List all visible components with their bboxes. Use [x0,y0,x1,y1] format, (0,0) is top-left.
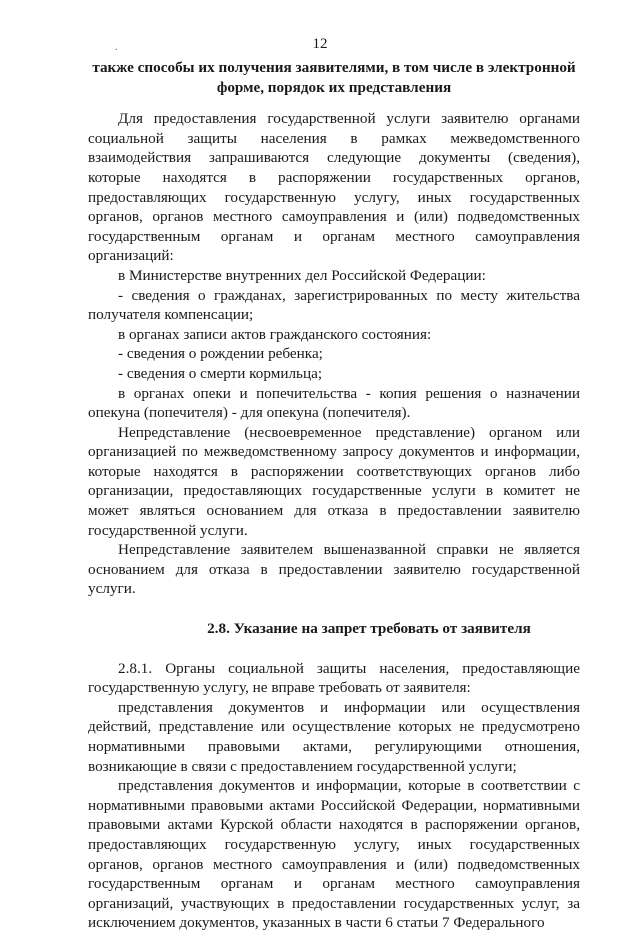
paragraph: в органах опеки и попечительства - копия решения о назначении опекуна (попечителя) - для опекуна (попечителя). [88,384,580,422]
paragraph: - сведения о смерти кормильца; [118,364,323,382]
page-number: 12 [312,36,328,52]
section-title: 2.8. Указание на запрет требовать от заявителя [207,620,531,638]
paragraph: Непредставление заявителем вышеназванной справки не является основанием для отказа в предоставлении заявителю государственной услуги. [88,541,580,598]
paragraph: в Министерстве внутренних дел Российской Федерации: [118,266,486,284]
paragraph: Непредставление (несвоевременное представление) органом или организацией по межведомственному запросу документов и информации, которые находятся в распоряжении соответствующих органов либо организации, предоставляющих государственные услуги в комитет не может являться основанием для отказа в предоставлении заявителю государственной услуги. [88,423,580,539]
paragraph: Для предоставления государственной услуги заявителю органами социальной защиты населения в рамках межведомственного взаимодействия запрашиваются следующие документы (сведения), которые находятся в распоряжении государственных органов, предоставляющих государственную услугу, иных государственных органов, органов местного самоуправления и (или) подведомственных государственным органам и органам местного самоуправления организаций: [88,110,580,265]
paragraph: - сведения о гражданах, зарегистрированных по месту жительства получателя компенсации; [88,286,580,324]
paragraph: представления документов и информации или осуществления действий, представление или осуществление которых не предусмотрено нормативными правовыми актами, регулирующими отношения, возникающие в связи с предоставлением государственной услуги; [88,698,580,775]
intro-heading: также способы их получения заявителями, в том числе в электронной форме, порядок их представления [92,59,576,96]
document-body [88,58,580,933]
paragraph: - сведения о рождении ребенка; [118,345,323,363]
paragraph: представления документов и информации, которые в соответствии с нормативными правовыми актами Российской Федерации, нормативными правовыми актами Курской области находятся в распоряжении органов, предоставляющих государственную услугу, иных государственных органов, органов местного самоуправления и (или) подведомственных государственным органам и органам местного самоуправления организаций, участвующих в предоставлении государственных услуг, за исключением документов, указанных в части 6 статьи 7 Федерального [88,777,580,932]
scan-mark: . [115,42,118,53]
paragraph: в органах записи актов гражданского состояния: [118,325,432,343]
paragraph: 2.8.1. Органы социальной защиты населения, предоставляющие государственную услугу, не вправе требовать от заявителя: [88,659,580,697]
